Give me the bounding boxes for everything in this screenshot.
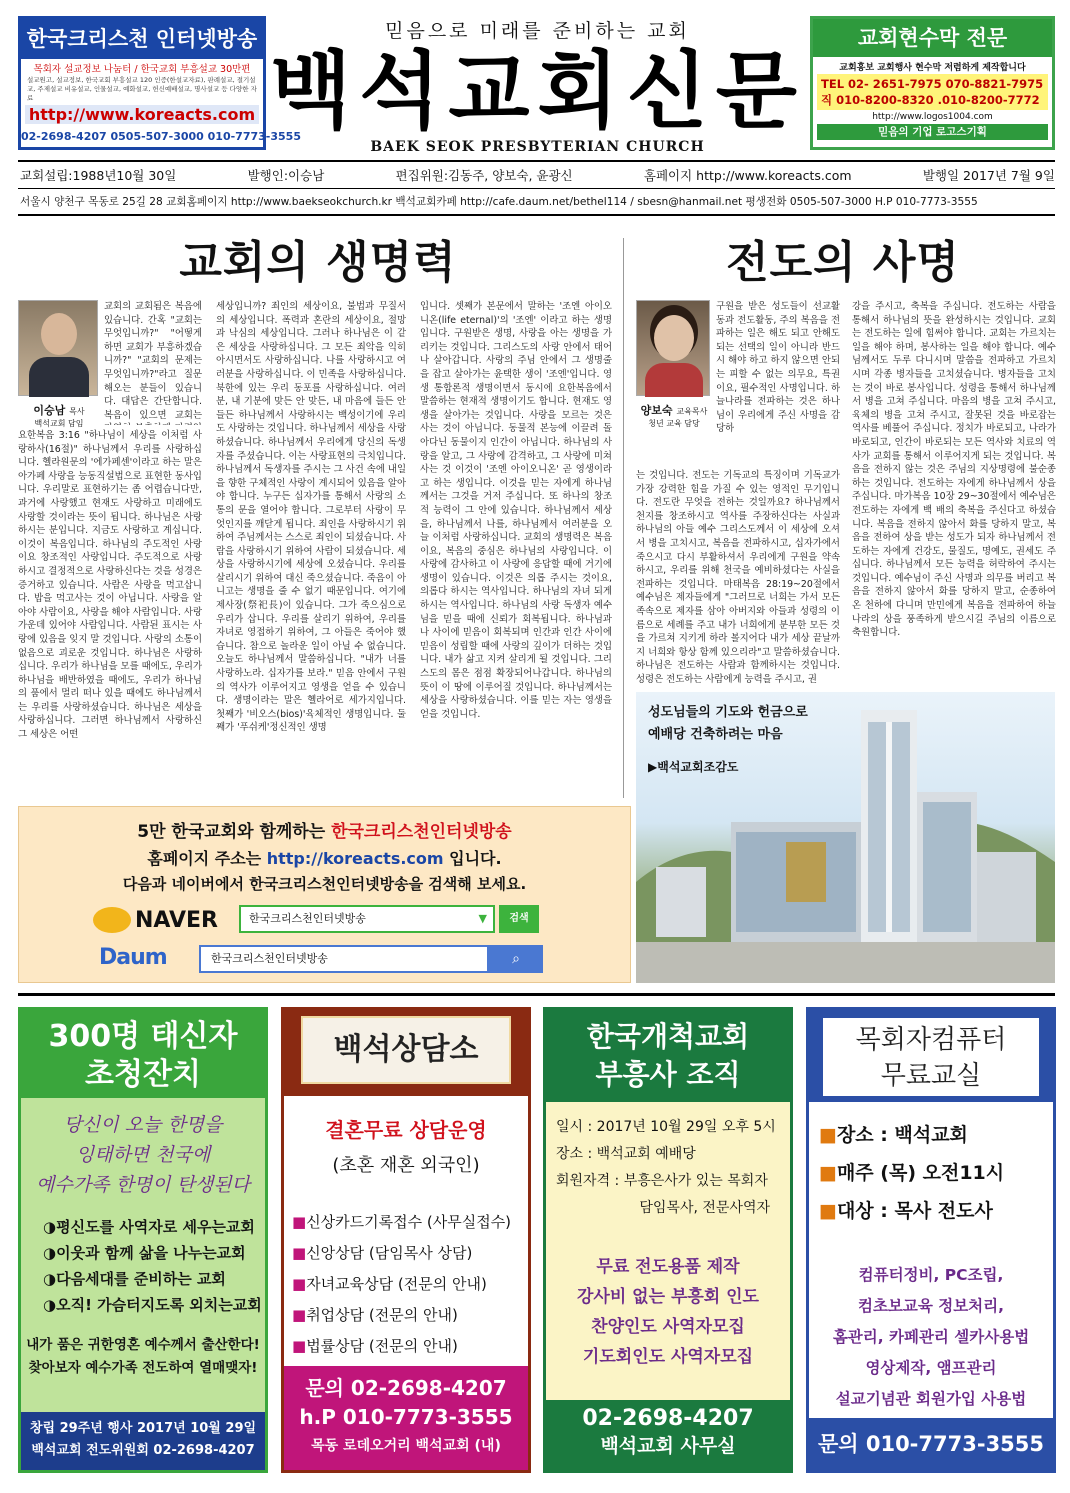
author-role: 교육목사 bbox=[676, 407, 708, 416]
box3-place: 장소 : 백석교회 예배당 bbox=[556, 1146, 696, 1162]
masthead-english: BAEK SEOK PRESBYTERIAN CHURCH bbox=[370, 139, 705, 155]
box3-phone: 02-2698-4207 bbox=[582, 1406, 754, 1431]
ad-line1-highlight: 한국크리스천인터넷방송 bbox=[331, 822, 512, 842]
ad-line1-prefix: 5만 한국교회와 함께하는 bbox=[137, 822, 332, 842]
banner-header-subtitle: 교회홍보 교회행사 현수막 저렴하게 제작합니다 bbox=[839, 63, 1026, 73]
list-item: ◑다음세대를 준비하는 교회 bbox=[43, 1270, 226, 1288]
box4-contact: 문의 010-7773-3555 bbox=[809, 1418, 1053, 1470]
naver-search-input[interactable]: 한국크리스천인터넷방송 ▼ bbox=[239, 905, 495, 933]
author-photo bbox=[18, 300, 98, 396]
search-icon: ⌕ bbox=[512, 951, 520, 967]
list-item: 컴퓨터정비, PC조립, bbox=[858, 1266, 1004, 1284]
author-church: 청년 교육 담당 bbox=[648, 419, 700, 428]
box1-slogan-1: 내가 품은 귀한영혼 예수께서 출산한다! bbox=[26, 1337, 260, 1353]
box2-subtitle-2: (초혼 재혼 외국인) bbox=[332, 1155, 480, 1176]
article2-column-2: 강을 주시고, 축복을 주십니다. 전도하는 사람을 통해서 하나님의 뜻을 완성하시는 것입니다. 교회는 전도하는 일에 힘써야 합니다. 교회는 가르치는 일을 해야 하며, 봉사하는 일을 해야 합니다. 예수님께서도 두루 다니시며 말씀을 전파하고 가르치시며 각종 병자들을 고치셨습니다. 병자들을 고치는 것이 바로 봉사입니다. 성령을 통해서 하나님께서 병을 고쳐 주십니다. 마음의 병을 고쳐 주시고, 육체의 병을 고쳐 주시고, 잘못된 것을 바로잡는 역사를 베풀어 주십니다. 정치가 바로되고, 나라가 바로되고, 인간이 바로되는 모든 역사와 치료의 역사가 교회를 통해서 이루어지게 되는 것입니다. 복음을 전하지 않는 것은 주님의 지상명령에 불순종하는 것입니다. 전도하는 자에게 하나님께서 상을 주십니다. 마가복음 10장 29~30절에서 예수님은 전도하는 자에게 백 배의 축복을 주신다고 하셨습니다. 복음을 전하지 않아서 화를 당하지 말고, 복음을 전하여 상을 받는 성도가 되자 하나님께서 전도하는 자에게 건강도, 물질도, 명예도, 권세도 주십니다. 하나님께서 모든 능력을 허락하여 주시는 것입니다. 예수님이 주신 사명과 의무를 버리고 복음을 전하지 않아서 화를 당하지 말고, 순종하여 온 천하에 다니며 만민에게 복음을 전파하여 하늘나라의 상을 풍족하게 받으시길 주님의 이름으로 축원합니다. bbox=[852, 301, 1056, 639]
author-photo bbox=[636, 300, 710, 396]
ad-box-computer-class bbox=[806, 1007, 1056, 1473]
masthead-title: 백석교회신문 bbox=[270, 41, 805, 140]
banner-web-link[interactable]: http://www.logos1004.com bbox=[872, 112, 993, 122]
article2-author bbox=[636, 300, 712, 429]
list-item: ■신앙상담 (담임목사 상담) bbox=[292, 1244, 473, 1262]
ad-internet-broadcast-header bbox=[18, 16, 301, 150]
box1-title-2: 초청잔치 bbox=[85, 1057, 201, 1092]
ad-header-title: 한국크리스천 인터넷방송 bbox=[21, 19, 263, 59]
list-item: ■취업상담 (전문의 안내) bbox=[292, 1306, 458, 1324]
box3-office: 백석교회 사무실 bbox=[600, 1435, 736, 1457]
naver-logo: NAVER bbox=[93, 903, 233, 937]
list-item: 기도회인도 사역자모집 bbox=[582, 1347, 754, 1367]
author-name: 이승남 bbox=[33, 404, 66, 417]
ad-header-url-link[interactable]: http://www.koreacts.com bbox=[25, 105, 259, 124]
info-homepage[interactable]: 홈페이지 http://www.koreacts.com bbox=[643, 168, 852, 183]
list-item: ■대상 : 목사 전도사 bbox=[819, 1200, 993, 1222]
box3-qualification-1: 회원자격 : 부흥은사가 있는 목회자 bbox=[556, 1173, 768, 1189]
box1-footer-1: 창립 29주년 행사 2017년 10월 29일 bbox=[29, 1421, 257, 1436]
list-item: 컴초보교육 정보처리, bbox=[857, 1297, 1005, 1315]
daum-logo: Daum bbox=[99, 945, 167, 970]
banner-footer: 믿음의 기업 로고스기획 bbox=[817, 124, 1048, 140]
naver-search-button[interactable]: 검색 bbox=[499, 905, 539, 933]
church-caption-1: 성도님들의 기도와 헌금으로 bbox=[648, 705, 808, 720]
box3-qualification-2: 담임목사, 전문사역자 bbox=[639, 1200, 770, 1216]
box1-script-2: 잉태하면 천국에 bbox=[75, 1144, 211, 1166]
daum-search-button[interactable] bbox=[489, 945, 543, 973]
ad-line2-suffix: 입니다. bbox=[443, 849, 502, 868]
column-divider bbox=[623, 238, 624, 798]
banner-tel-line2: 직 010-8200-8320 .010-8200-7772 bbox=[821, 93, 1040, 107]
naver-bird-icon bbox=[93, 907, 131, 933]
box2-list bbox=[292, 1207, 528, 1362]
list-item: 찬양인도 사역자모집 bbox=[591, 1317, 745, 1337]
ad-line2-prefix: 홈페이지 주소는 bbox=[147, 849, 267, 868]
church-caption-2: 예배당 건축하려는 마음 bbox=[648, 727, 783, 742]
article2-heading: 전도의 사명 bbox=[726, 237, 960, 288]
box2-contact-2: h.P 010-7773-3555 bbox=[299, 1405, 513, 1429]
box4-list bbox=[819, 1116, 1053, 1230]
daum-search-input[interactable]: 한국크리스천인터넷방송 bbox=[199, 945, 489, 973]
info-pubdate: 발행일 2017년 7월 9일 bbox=[922, 168, 1055, 183]
divider bbox=[18, 188, 1055, 189]
ad-line3: 다음과 네이버에서 한국크리스천인터넷방송을 검색해 보세요. bbox=[122, 875, 527, 893]
box4-title-1: 목회자컴퓨터 bbox=[855, 1025, 1007, 1055]
ad-box-counseling bbox=[281, 1007, 531, 1473]
article1-column-3: 입니다. 셋째가 본문에서 말하는 '조엔 아이오니온(life eternal)'의 '조엔' 이라고 하는 생명입니다. 구원받은 생명, 사랑을 아는 생명을 가리키는 것입니다. 그리스도의 사랑 안에서 태어나 살아갑니다. 사랑의 주님 안에서 그 생명줄을 잡고 살아가는 윤택한 생이 '조엔'입니다. 영생 통합론적 생명이면서 동시에 요한복음에서 말씀하는 현재적 생명이기도 합니다. 현재도 영생을 살아가는 것입니다. 사랑을 모르는 것은 사는 것이 아닙니다. 동물적 본능에 이끌려 돌아다닌 동물이지 인간이 아닙니다. 하나님의 사랑을 알고, 그 사랑에 감격하고, 그 사랑에 미쳐 사는 것 이것이 '조엔 아이오니온' 곧 영생이라고 하는 생입니다. 이것을 믿는 자에게 하나님께서는 그것을 거저 주십니다. 또 하나의 창조적 능력이 그 안에 있습니다. 하나님께서 세상을, 하나님께서 나를, 하나님께서 여러분을 오늘 이처럼 사랑하십니다. 교회의 생명력은 복음이요, 복음의 중심은 하나님의 사랑입니다. 이 사랑에 감사하고 이 사랑에 응답할 때에 거기에 생명이 있습니다. 이것은 의롭 주시는 것이요, 의롭다 하시는 역사입니다. 하나님의 자녀 되게 하시는 역사입니다. 하나님의 사랑 독생자 예수님을 믿을 때에 신뢰가 회복됩니다. 하나님과 나 사이에 믿음이 회복되며 인간과 인간 사이에 믿음이 성립할 때에 사랑의 깊이가 더하는 것입니다. 내가 삶고 지켜 살리게 될 것입니다. 그리스도의 몸은 점점 확장되어나갑니다. 하나님의 뜻이 이 땅에 이루어질 것입니다. 하나님께서는 세상을 사랑하셨습니다. 이를 믿는 자는 영생을 얻을 것입니다. bbox=[420, 301, 612, 720]
list-item: ■자녀교육상담 (전문의 안내) bbox=[292, 1275, 487, 1293]
box2-contact-1: 문의 02-2698-4207 bbox=[305, 1376, 507, 1400]
info-editors: 편집위원:김동주, 양보숙, 윤광신 bbox=[395, 168, 573, 183]
list-item: 무료 전도용품 제작 bbox=[596, 1257, 740, 1277]
church-caption-3: ▶백석교회조감도 bbox=[648, 760, 739, 774]
banner-tel-box bbox=[817, 74, 1048, 110]
dropdown-arrow-icon: ▼ bbox=[478, 912, 487, 925]
info-established: 교회설립:1988년10월 30일 bbox=[20, 168, 177, 183]
list-item: ◑오직! 가슴터지도록 외치는교회 bbox=[43, 1296, 262, 1314]
ad-header-description: 설교원고, 설교정보, 한국교회 부흥설교 120 인증(한설교자료), 판례설교, 절기설교, 주제설교 비유설교, 인물설교, 예화설교, 헌신예배설교, 명사설교 등 다양한 자료 bbox=[27, 76, 257, 102]
box2-subtitle-1: 결혼무료 상담운영 bbox=[325, 1118, 487, 1142]
box4-courses bbox=[809, 1260, 1053, 1415]
box3-title-2: 부흥사 조직 bbox=[595, 1058, 741, 1091]
box1-list bbox=[43, 1214, 265, 1318]
box4-title-2: 무료교실 bbox=[880, 1061, 982, 1091]
box1-script-3: 예수가족 한명이 탄생된다 bbox=[36, 1174, 250, 1196]
list-item: ■장소 : 백석교회 bbox=[819, 1124, 968, 1146]
divider bbox=[18, 160, 1055, 162]
article1-heading: 교회의 생명력 bbox=[179, 237, 457, 288]
list-item: 영상제작, 앰프관리 bbox=[865, 1359, 997, 1377]
list-item: ■매주 (목) 오전11시 bbox=[819, 1162, 1005, 1184]
author-role: 목사 bbox=[69, 407, 85, 416]
ad-banner-header bbox=[810, 16, 1055, 150]
banner-header-title: 교회현수막 전문 bbox=[813, 19, 1052, 57]
box3-title-1: 한국개척교회 bbox=[586, 1020, 750, 1053]
article1-intro: 교회의 교회됨은 복음에 있습니다. 간혹 "교회는 무엇입니까?" "어떻게 하면 교회가 부흥하겠습니까?" "교회의 문제는 무엇입니까?"라고 질문해오는 분들이 있습니다. 대답은 간단합니다. 복음이 있으면 교회는 bbox=[104, 301, 202, 421]
info-line-2: 서울시 양천구 목동로 25길 28 교회홈페이지 http://www.baekseokchurch.kr 백석교회카페 http://cafe.daum.net/bethel114 / sbesn@hanmail.net 평생전화 0505-507-3000 H.P 010-7773-3555 bbox=[20, 196, 978, 208]
ad-header-subtitle: 목회자 설교정보 나눔터 / 한국교회 부흥설교 30만편 bbox=[33, 64, 251, 75]
divider bbox=[18, 214, 1055, 216]
box3-list bbox=[546, 1252, 790, 1372]
ad-header-phones: 02-2698-4207 0505-507-3000 010-7773-3555 bbox=[21, 130, 301, 143]
list-item: 홈관리, 카페관리 셀카사용법 bbox=[832, 1328, 1030, 1346]
masthead-slogan: 믿음으로 미래를 준비하는 교회 bbox=[385, 20, 690, 42]
article2-intro: 구원을 받은 성도들이 선교활동과 전도활동, 주의 복음을 전파하는 일은 해도 되고 안해도 되는 선택의 일이 아니라 반드시 해야 하고 하지 않으면 안되는 피할 수 없는 의무요, 특권이요, 필수적인 사명입니다. 하늘나라를 전파하는 것은 하나님이 우리에게 주신 사명을 감당하 bbox=[716, 301, 840, 435]
banner-tel-line1: TEL 02- 2651-7975 070-8821-7975 bbox=[821, 77, 1044, 91]
author-name: 양보숙 bbox=[640, 404, 673, 417]
ad-box-revival bbox=[543, 1007, 793, 1473]
internet-broadcast-ad bbox=[18, 806, 631, 983]
list-item: ◑평신도를 사역자로 세우는교회 bbox=[43, 1218, 255, 1236]
list-item: ■법률상담 (전문의 안내) bbox=[292, 1337, 458, 1355]
list-item: 강사비 없는 부흥회 인도 bbox=[577, 1287, 759, 1307]
masthead bbox=[270, 14, 805, 154]
author-church: 백석교회 담임 bbox=[34, 419, 84, 428]
box3-date: 일시 : 2017년 10월 29일 오후 5시 bbox=[556, 1119, 776, 1135]
list-item: ◑이웃과 함께 삶을 나누는교회 bbox=[43, 1244, 246, 1262]
ad-line2-url[interactable]: http://koreacts.com bbox=[266, 849, 444, 868]
box2-contact-3: 목동 로데오거리 백석교회 (내) bbox=[311, 1438, 501, 1454]
box2-title: 백석상담소 bbox=[301, 1016, 511, 1084]
list-item: 설교기념관 회원가입 사용법 bbox=[835, 1390, 1027, 1408]
box1-footer-2: 백석교회 전도위원회 02-2698-4207 bbox=[31, 1443, 255, 1458]
box1-title-1: 300명 태신자 bbox=[48, 1019, 238, 1054]
article1-column-1: 요한복음 3:16 "하나님이 세상을 이처럼 사랑하사(16절)" 하나님께서 우리를 사랑하십니다. 헬라원문의 '에가페센'이라고 하는 말은 아가페 사랑을 능동직설법으로 표현한 동사입니다. 우리말로 표현하기는 좀 어렵습니다만, 과거에 사랑했고 현재도 사랑하고 미래에도 사랑할 것이라는 뜻이 됩니다. 하나님은 사랑하시는 분입니다. 지금도 사랑하고 계십니다. 이것이 복음입니다. 하나님의 주도적인 사랑이요 창조적인 사랑입니다. 주도적으로 사랑하시고 결정적으로 사랑하신다는 것을 성경은 증거하고 있습니다. 사람은 사랑을 먹고삽니다. 밥을 먹고사는 것이 아닙니다. 사랑을 알아야 사람이요, 사랑을 해야 사람입니다. 사랑 가운데 있어야 사람입니다. 사람된 표시는 사랑에 있음을 잊지 말 것입니다. 사랑의 소통이 없음으로 괴로운 것입니다. 하나님은 사랑하십니다. 우리가 하나님을 모를 때에도, 우리가 하나님을 배반하였을 때에도, 우리가 하나님의 품에서 멀리 떠나 있을 때에도 하나님께서는 우리를 사랑하셨습니다. 하나님은 세상을 사랑하십니다. 그러면 하나님께서 사랑하신 그 세상은 어떤 bbox=[18, 430, 202, 741]
article2-column-1: 는 것입니다. 전도는 기독교의 특징이며 기독교가 가장 강력한 힘을 가질 수 있는 영적인 무기입니다. 전도란 무엇을 전하는 것일까요? 하나님께서 천지를 창조하시고 역사를 주장하신다는 사실과 하나님의 아들 예수 그리스도께서 이 세상에 오셔서 병을 고치시고, 복음을 전파하시고, 십자가에서 죽으시고 다시 부활하셔서 우리에게 구원을 약속하시고, 우리를 위해 천국을 예비하셨다는 사실을 전파하는 것입니다. 마태복음 28:19~20절에서 예수님은 제자들에게 "그러므로 너희는 가서 모든 족속으로 제자를 삼아 아버지와 아들과 성령의 이름으로 세례를 주고 내가 너희에게 분부한 모든 것을 가르쳐 지키게 하라 볼지어다 내가 세상 끝날까지 너희와 항상 함께 있으리라"고 말씀하셨습니다. 하나님은 전도하는 사람과 함께하시는 것입니다. 성령은 전도하는 사람에게 능력을 주시고, 권 bbox=[636, 470, 840, 684]
list-item: ■신상카드기록접수 (사무실접수) bbox=[292, 1213, 512, 1231]
box1-slogan-2: 찾아보자 예수가족 전도하여 열매맺자! bbox=[28, 1360, 258, 1376]
info-line-1 bbox=[20, 166, 1055, 184]
article1-author bbox=[18, 300, 100, 429]
article1-column-2: 세상입니까? 죄인의 세상이요, 불법과 무질서의 세상입니다. 폭력과 혼란의 세상이요, 절망과 낙심의 세상입니다. 그러나 하나님은 이 같은 세상을 사랑하십니다. 그 모든 죄악을 익히 아시면서도 사랑하십니다. 나를 사랑하시고 여러분을 사랑하십니다. 이 민족을 사랑하십니다. 북한에 있는 우리 동포를 사랑하십니다. 여러분, 내 기분에 맞든 안 맞든, 내 마음에 들든 안 들든 하나님께서 사랑하시는 백성이기에 우리도 사랑하는 것입니다. 하나님께서 세상을 사랑하셨습니다. 하나님께서 우리에게 당신의 독생자를 주셨습니다. 이는 사랑표현의 극치입니다. 하나님께서 독생자를 주시는 그 사건 속에 내일을 향한 구체적인 사랑이 계시되어 있음을 알아야 합니다. 누구든 십자가를 통해서 사랑의 소통의 문을 열어야 합니다. 그로부터 사랑이 무엇인지를 깨닫게 됩니다. 죄인을 사랑하시기 위하여 주님께서는 스스로 죄인이 되셨습니다. 사람을 사랑하시기 위하여 사람이 되셨습니다. 세상을 사랑하시기에 세상에 오셨습니다. 우리를 살리시기 위하여 대신 죽으셨습니다. 죽음이 아니고는 생명을 줄 수 없기 때문입니다. 여기에 제사장(祭祀長)이 있습니다. 그가 죽으심으로 우리가 삽니다. 우리를 살리기 위하여, 우리를 자녀로 영접하기 위하여, 그 아들은 죽어야 했습니다. 참으로 놀라운 일이 아닐 수 없습니다. 오늘도 하나님께서 말씀하십니다. "내가 너를 사랑하노라. 십자가를 보라." 믿음 안에서 구원의 역사가 이루어지고 영생을 얻을 수 있습니다. 생명이라는 말은 헬라어로 세가지입니다. 첫째가 '비오스(bios)'육체적인 생명입니다. 둘째가 '푸쉬케'정신적인 생명 bbox=[216, 301, 406, 734]
ad-box-evangelism bbox=[18, 1007, 268, 1473]
church-rendering-image bbox=[636, 692, 1055, 983]
box1-script-1: 당신이 오늘 한명을 bbox=[63, 1114, 223, 1136]
divider bbox=[18, 993, 1055, 996]
info-publisher: 발행인:이승남 bbox=[247, 168, 325, 183]
